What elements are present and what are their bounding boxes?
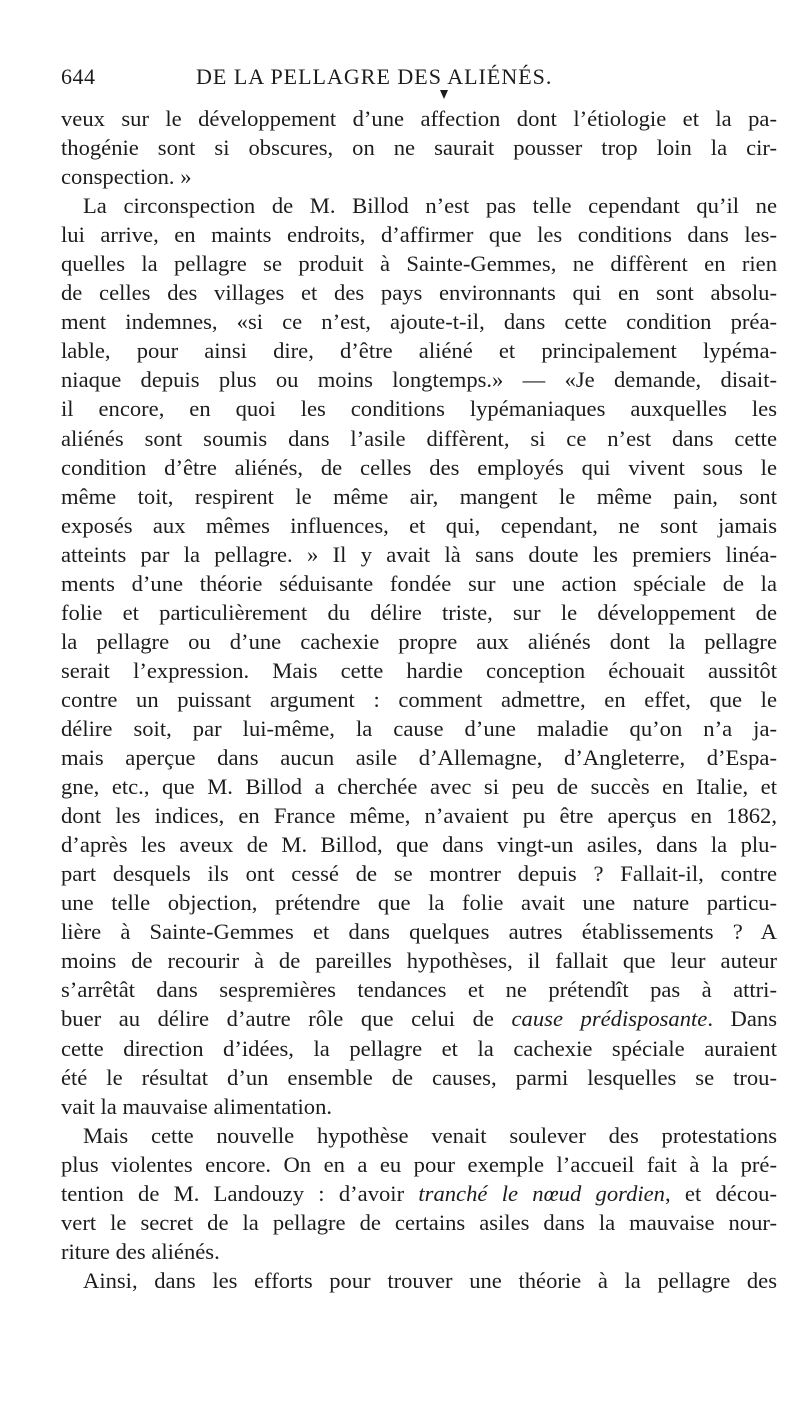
text-line: quelles la pellagre se produit à Sainte-Gemmes, ne diffèrent en rien xyxy=(61,251,777,277)
header-ornament-mark xyxy=(440,90,448,99)
text-line: vait la mauvaise alimentation. xyxy=(61,1093,333,1119)
text-line: folie et particulièrement du délire triste, sur le développement de xyxy=(61,599,777,625)
text-line: lui arrive, en maints endroits, d’affirmer que les conditions dans les- xyxy=(61,222,777,248)
text-line: lable, pour ainsi dire, d’être aliéné et principalement lypéma- xyxy=(61,338,777,364)
text-line: délire soit, par lui-même, la cause d’une maladie qu’on n’a ja- xyxy=(61,715,777,741)
text-line: lière à Sainte-Gemmes et dans quelques autres établissements ? A xyxy=(61,919,777,945)
italic-phrase: tranché le nœud gordien xyxy=(418,1180,665,1206)
text-line: d’après les aveux de M. Billod, que dans vingt-un asiles, dans la plu- xyxy=(61,832,777,858)
text-line: atteints par la pellagre. » Il y avait là sans doute les premiers linéa- xyxy=(61,541,777,567)
text-line: ment indemnes, «si ce n’est, ajoute-t-il, dans cette condition préa- xyxy=(61,309,777,335)
text-line: exposés aux mêmes influences, et qui, cependant, ne sont jamais xyxy=(61,512,777,538)
text-line-with-italic xyxy=(61,1179,777,1208)
text-line: niaque depuis plus ou moins longtemps.» — «Je demande, disait- xyxy=(61,367,777,393)
text-line: s’arrêtât dans sespremières tendances et ne prétendît pas à attri- xyxy=(61,977,777,1003)
text-line: mais aperçue dans aucun asile d’Allemagne, d’Angleterre, d’Espa- xyxy=(61,745,777,771)
text-line: plus violentes encore. On en a eu pour exemple l’accueil fait à la pré- xyxy=(61,1151,777,1177)
text-line: ments d’une théorie séduisante fondée sur une action spéciale de la xyxy=(61,570,777,596)
text-line: gne, etc., que M. Billod a cherchée avec si peu de succès en Italie, et xyxy=(61,774,777,800)
text-line: condition d’être aliénés, de celles des employés qui vivent sous le xyxy=(61,454,777,480)
text-line: dont les indices, en France même, n’avaient pu être aperçus en 1862, xyxy=(61,803,777,829)
text-segment: buer au délire d’autre rôle que celui de xyxy=(61,1006,512,1032)
paragraph-start-line: Ainsi, dans les efforts pour trouver une théorie à la pellagre des xyxy=(83,1267,777,1293)
text-segment: , et décou- xyxy=(664,1180,777,1206)
italic-phrase: cause prédisposante xyxy=(511,1006,708,1032)
text-line: il encore, en quoi les conditions lypémaniaques auxquelles les xyxy=(61,396,777,422)
page-header xyxy=(61,64,776,94)
paragraph-start-line: La circonspection de M. Billod n’est pas telle cependant qu’il ne xyxy=(83,193,777,219)
text-line: moins de recourir à de pareilles hypothèses, il fallait que leur auteur xyxy=(61,948,777,974)
text-line: riture des aliénés. xyxy=(61,1238,220,1264)
body-text xyxy=(61,104,777,1295)
text-line: été le résultat d’un ensemble de causes, parmi lesquelles se trou- xyxy=(61,1064,777,1090)
text-line: part desquels ils ont cessé de se montrer depuis ? Fallait-il, contre xyxy=(61,861,777,887)
text-line: vert le secret de la pellagre de certains asiles dans la mauvaise nour- xyxy=(61,1209,777,1235)
text-line-with-italic xyxy=(61,1004,777,1033)
text-line: conspection. » xyxy=(61,164,192,190)
text-line: une telle objection, prétendre que la folie avait une nature particu- xyxy=(61,890,777,916)
text-line: contre un puissant argument : comment admettre, en effet, que le xyxy=(61,686,777,712)
text-segment: tention de M. Landouzy : d’avoir xyxy=(61,1180,419,1206)
text-line: même toit, respirent le même air, mangent le même pain, sont xyxy=(61,483,777,509)
page-number: 644 xyxy=(61,64,96,89)
text-segment: . Dans xyxy=(707,1006,777,1032)
text-line: aliénés sont soumis dans l’asile diffèrent, si ce n’est dans cette xyxy=(61,425,777,451)
text-line: la pellagre ou d’une cachexie propre aux aliénés dont la pellagre xyxy=(61,628,777,654)
text-line: thogénie sont si obscures, on ne saurait pousser trop loin la cir- xyxy=(61,135,777,161)
text-line: cette direction d’idées, la pellagre et la cachexie spéciale auraient xyxy=(61,1035,777,1061)
running-title: DE LA PELLAGRE DES ALIÉNÉS. xyxy=(196,64,553,89)
paragraph-start-line: Mais cette nouvelle hypothèse venait soulever des protestations xyxy=(83,1122,777,1148)
text-line: veux sur le développement d’une affection dont l’étiologie et la pa- xyxy=(61,106,777,131)
text-line: serait l’expression. Mais cette hardie conception échouait aussitôt xyxy=(61,657,777,683)
text-line: de celles des villages et des pays environnants qui en sont absolu- xyxy=(61,280,777,306)
